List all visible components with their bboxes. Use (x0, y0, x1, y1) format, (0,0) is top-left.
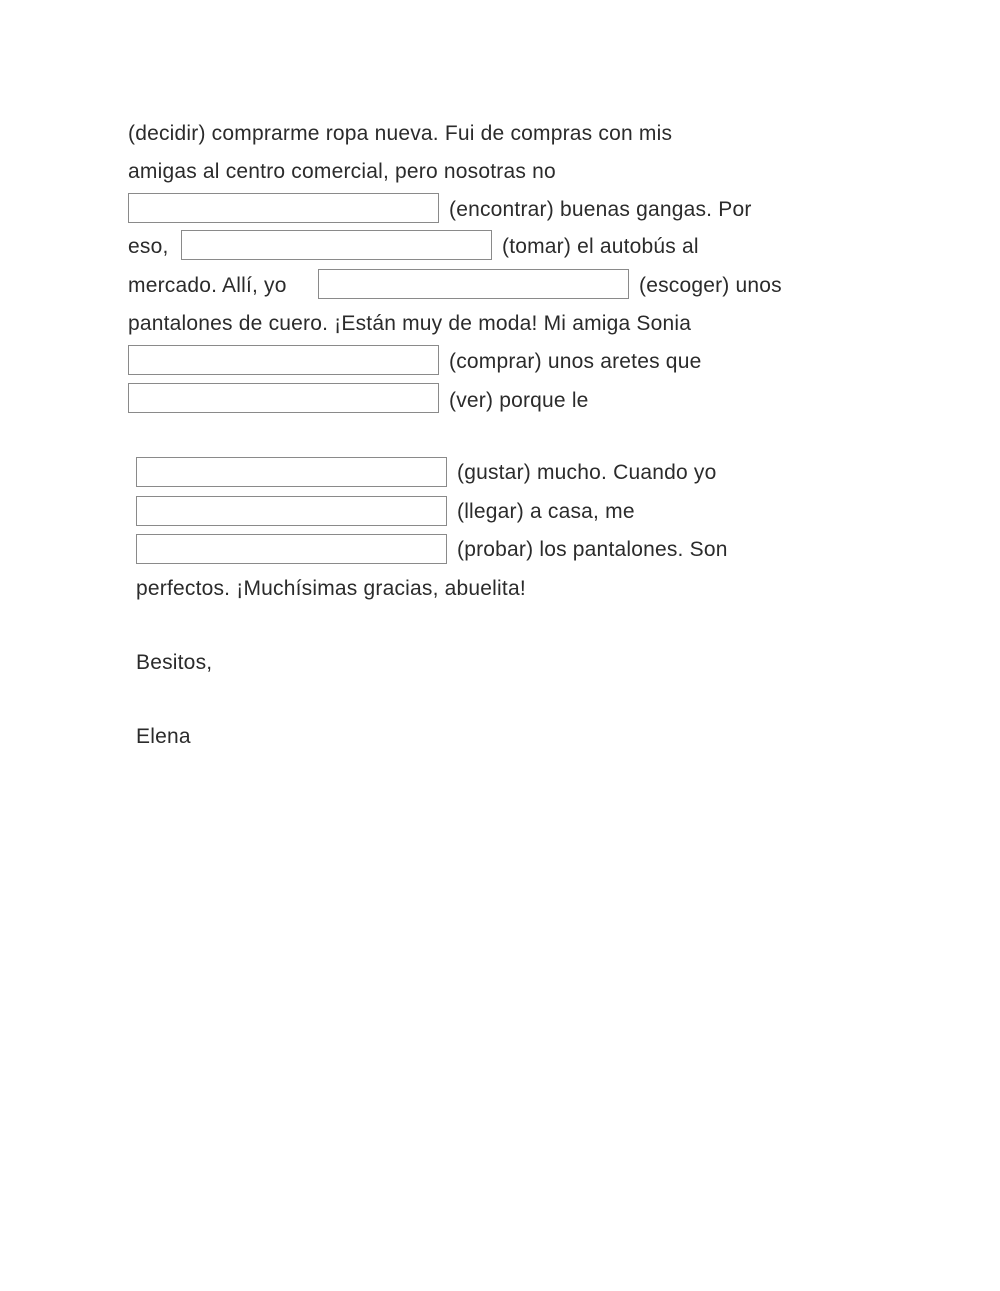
blank-ver-input[interactable] (128, 383, 439, 413)
blank-gustar-input[interactable] (136, 457, 447, 487)
blank-probar-input[interactable] (136, 534, 447, 564)
blank-encontrar-input[interactable] (128, 193, 439, 223)
blank-comprar-input[interactable] (128, 345, 439, 375)
letter-line-5-after: (escoger) unos (639, 274, 782, 297)
letter-line-10-text: (llegar) a casa, me (457, 500, 635, 523)
blank-tomar-input[interactable] (181, 230, 492, 260)
letter-line-11-text: (probar) los pantalones. Son (457, 538, 728, 561)
letter-line-5-text: mercado. Allí, yo (128, 274, 287, 297)
letter-signature: Elena (136, 725, 191, 748)
letter-line-7-text: (comprar) unos aretes que (449, 350, 702, 373)
blank-escoger-input[interactable] (318, 269, 629, 299)
letter-line-1: (decidir) comprarme ropa nueva. Fui de compras con mis (128, 122, 673, 145)
letter-line-4-after: (tomar) el autobús al (502, 235, 699, 258)
letter-closing: Besitos, (136, 651, 213, 674)
letter-line-12: perfectos. ¡Muchísimas gracias, abuelita! (136, 577, 526, 600)
letter-line-9-text: (gustar) mucho. Cuando yo (457, 461, 717, 484)
letter-line-8-text: (ver) porque le (449, 389, 589, 412)
letter-line-3-text: (encontrar) buenas gangas. Por (449, 198, 752, 221)
blank-llegar-input[interactable] (136, 496, 447, 526)
letter-line-6: pantalones de cuero. ¡Están muy de moda! Mi amiga Sonia (128, 312, 692, 335)
letter-line-2: amigas al centro comercial, pero nosotras no (128, 160, 556, 183)
letter-line-4-text: eso, (128, 235, 169, 258)
